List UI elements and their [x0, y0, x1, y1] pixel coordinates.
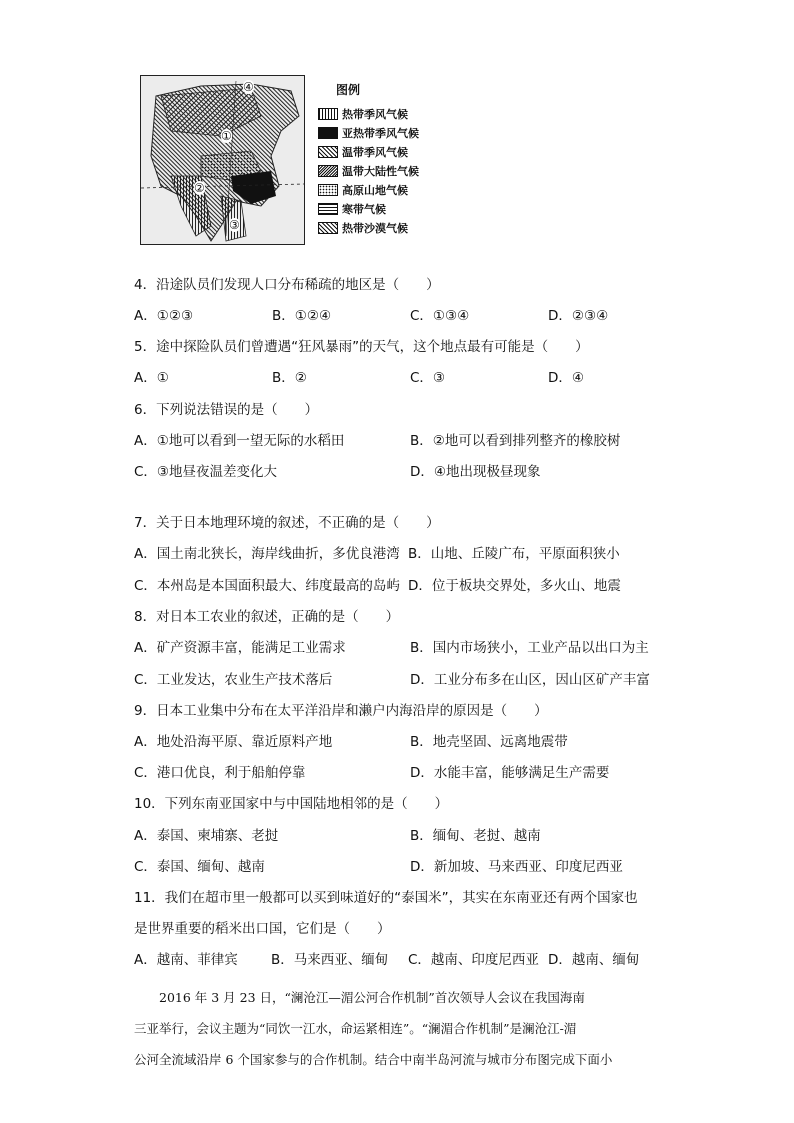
question-7-option-b[interactable]: B．山地、丘陵广布，平原面积狭小	[408, 546, 620, 562]
question-7-option-c[interactable]: C．本州岛是本国面积最大、纬度最高的岛屿	[134, 578, 400, 594]
legend-item	[318, 218, 448, 237]
passage-line: 公河全流域沿岸 6 个国家参与的合作机制。结合中南半岛河流与城市分布图完成下面小	[134, 1052, 613, 1067]
legend-item	[318, 104, 448, 123]
question-8-option-c[interactable]: C．工业发达，农业生产技术落后	[134, 672, 333, 688]
question-8-option-d[interactable]: D．工业分布多在山区，因山区矿产丰富	[410, 672, 650, 688]
question-4-option-a[interactable]: A．①②③	[134, 308, 194, 324]
passage-line: 三亚举行，会议主题为“同饮一江水，命运紧相连”。“澜湄合作机制”是澜沧江-湄	[134, 1021, 577, 1036]
question-8-option-b[interactable]: B．国内市场狭小，工业产品以出口为主	[410, 640, 649, 656]
question-9-option-d[interactable]: D．水能丰富，能够满足生产需要	[410, 765, 610, 781]
question-7-option-d[interactable]: D．位于板块交界处，多火山、地震	[408, 578, 621, 594]
climate-map-figure	[140, 75, 440, 245]
legend-swatch	[318, 165, 338, 177]
question-6-option-c[interactable]: C．③地昼夜温差变化大	[134, 464, 278, 480]
map-drawing	[141, 76, 304, 244]
question-5-option-b[interactable]: B．②	[272, 370, 307, 386]
question-11-option-b[interactable]: B．马来西亚、缅甸	[271, 952, 389, 968]
question-10-option-c[interactable]: C．泰国、缅甸、越南	[134, 859, 265, 875]
question-9-option-c[interactable]: C．港口优良，利于船舶停靠	[134, 765, 306, 781]
question-4-option-c[interactable]: C．①③④	[410, 308, 470, 324]
question-7-stem: 7．关于日本地理环境的叙述，不正确的是（ ）	[134, 515, 440, 531]
legend-label: 热带季风气候	[342, 107, 408, 121]
legend-label: 温带大陆性气候	[342, 164, 419, 178]
legend-swatch	[318, 203, 338, 215]
question-10-stem: 10．下列东南亚国家中与中国陆地相邻的是（ ）	[134, 796, 449, 812]
question-11-option-c[interactable]: C．越南、印度尼西亚	[408, 952, 539, 968]
legend-item	[318, 142, 448, 161]
legend-item	[318, 161, 448, 180]
legend-swatch	[318, 127, 338, 139]
question-10-option-d[interactable]: D．新加坡、马来西亚、印度尼西亚	[410, 859, 623, 875]
legend-label: 寒带气候	[342, 202, 386, 216]
legend-item	[318, 199, 448, 218]
question-10-option-a[interactable]: A．泰国、柬埔寨、老挝	[134, 828, 279, 844]
question-9-option-b[interactable]: B．地壳坚固、远离地震带	[410, 734, 568, 750]
legend-label: 温带季风气候	[342, 145, 408, 159]
question-5-option-c[interactable]: C．③	[410, 370, 446, 386]
legend-swatch	[318, 108, 338, 120]
legend-item	[318, 180, 448, 199]
legend-label: 高原山地气候	[342, 183, 408, 197]
question-6-stem: 6．下列说法错误的是（ ）	[134, 402, 319, 418]
question-5-option-a[interactable]: A．①	[134, 370, 169, 386]
map-label-3: ③	[229, 218, 240, 232]
question-7-option-a[interactable]: A．国土南北狭长，海岸线曲折，多优良港湾	[134, 546, 400, 562]
question-11-stem: 11．我们在超市里一般都可以买到味道好的“泰国米”，其实在东南亚还有两个国家也	[134, 890, 638, 906]
map-label-2: ②	[194, 181, 205, 195]
question-9-option-a[interactable]: A．地处沿海平原、靠近原料产地	[134, 734, 333, 750]
question-11-option-d[interactable]: D．越南、缅甸	[548, 952, 640, 968]
legend-swatch	[318, 146, 338, 158]
question-9-stem: 9．日本工业集中分布在太平洋沿岸和濑户内海沿岸的原因是（ ）	[134, 703, 548, 719]
question-4-option-b[interactable]: B．①②④	[272, 308, 332, 324]
question-4-option-d[interactable]: D．②③④	[548, 308, 609, 324]
legend-item	[318, 123, 448, 142]
map-legend	[318, 81, 448, 237]
question-11-option-a[interactable]: A．越南、菲律宾	[134, 952, 238, 968]
legend-swatch	[318, 222, 338, 234]
map-label-4: ④	[243, 80, 254, 94]
question-10-option-b[interactable]: B．缅甸、老挝、越南	[410, 828, 541, 844]
question-8-option-a[interactable]: A．矿产资源丰富，能满足工业需求	[134, 640, 346, 656]
reading-passage	[134, 982, 664, 1075]
question-6-option-b[interactable]: B．②地可以看到排列整齐的橡胶树	[410, 433, 621, 449]
legend-label: 亚热带季风气候	[342, 126, 419, 140]
question-4-stem: 4．沿途队员们发现人口分布稀疏的地区是（ ）	[134, 277, 440, 293]
question-5-stem: 5．途中探险队员们曾遭遇“狂风暴雨”的天气，这个地点最有可能是（ ）	[134, 339, 589, 355]
legend-label: 热带沙漠气候	[342, 221, 408, 235]
question-6-option-a[interactable]: A．①地可以看到一望无际的水稻田	[134, 433, 345, 449]
question-6-option-d[interactable]: D．④地出现极昼现象	[410, 464, 541, 480]
asia-climate-map	[140, 75, 305, 245]
legend-swatch	[318, 184, 338, 196]
question-8-stem: 8．对日本工农业的叙述，正确的是（ ）	[134, 609, 400, 625]
passage-line: 2016 年 3 月 23 日，“澜沧江—湄公河合作机制”首次领导人会议在我国海南	[134, 990, 585, 1005]
legend-title: 图例	[336, 83, 361, 97]
question-11-stem-continued: 是世界重要的稻米出口国，它们是（ ）	[134, 921, 391, 937]
question-5-option-d[interactable]: D．④	[548, 370, 584, 386]
map-label-1: ①	[221, 129, 232, 143]
